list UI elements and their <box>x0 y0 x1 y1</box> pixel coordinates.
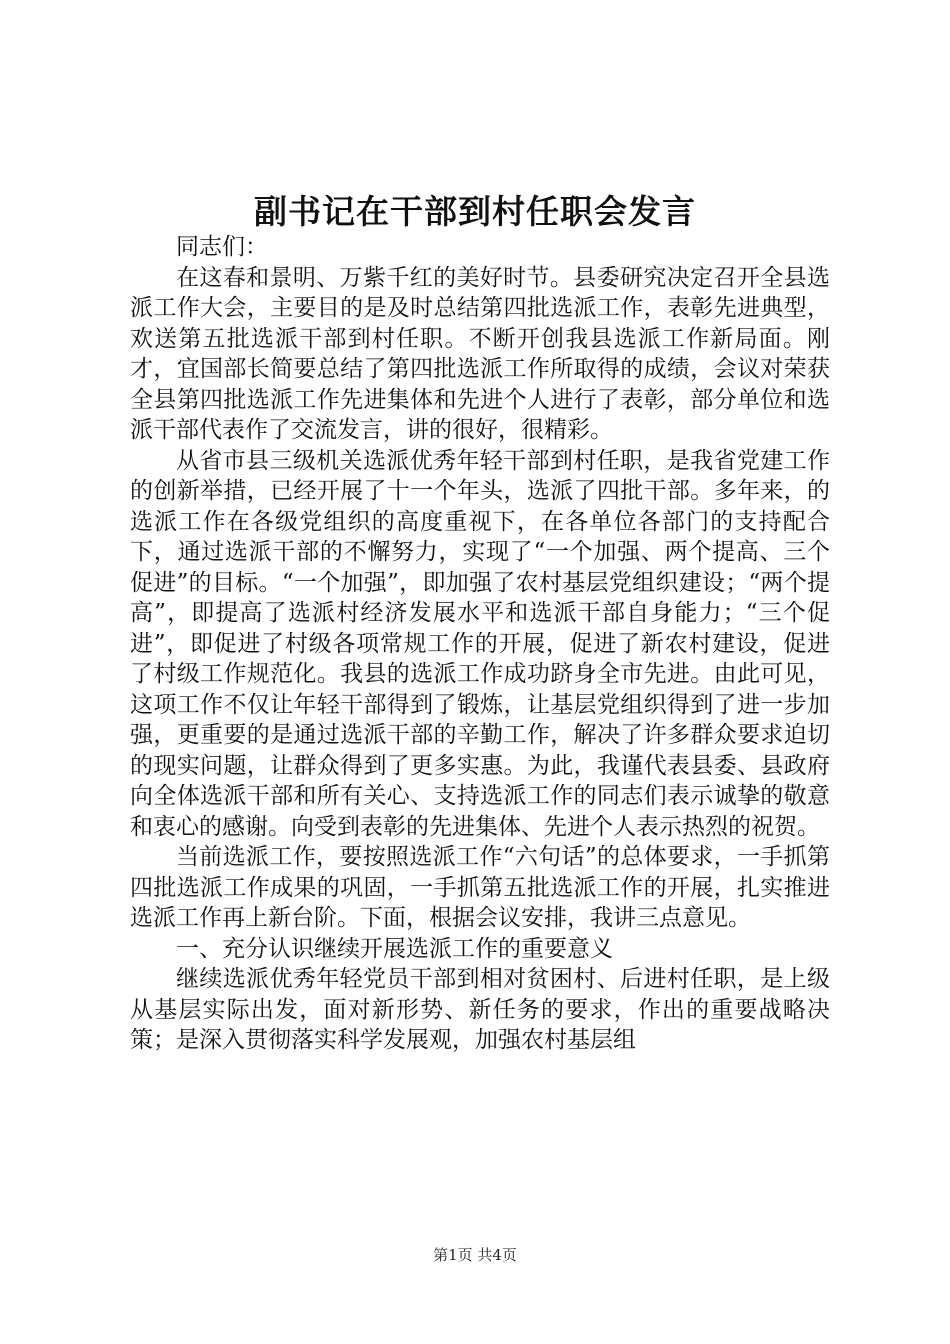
paragraph-4: 继续选派优秀年轻党员干部到相对贫困村、后进村任职，是上级从基层实际出发，面对新形势、新任务的要求，作出的重要战略决策；是深入贯彻落实科学发展观，加强农村基层组 <box>130 966 830 1053</box>
section-heading-1: 一、充分认识继续开展选派工作的重要意义 <box>176 935 613 962</box>
paragraph-2: 从省市县三级机关选派优秀年轻干部到村任职，是我省党建工作的创新举措，已经开展了十一个年头，选派了四批干部。多年来，的选派工作在各级党组织的高度重视下，在各单位各部门的支持配合下，通过选派干部的不懈努力，实现了“一个加强、两个提高、三个促进”的目标。“一个加强”，即加强了农村基层党组织建设；“两个提高”，即提高了选派村经济发展水平和选派干部自身能力；“三个促进”，即促进了村级各项常规工作的开展，促进了新农村建设，促进了村级工作规范化。我县的选派工作成功跻身全市先进。由此可见，这项工作不仅让年轻干部得到了锻炼，让基层党组织得到了进一步加强，更重要的是通过选派干部的辛勤工作，解决了许多群众要求迫切的现实问题，让群众得到了更多实惠。为此，我谨代表县委、县政府向全体选派干部和所有关心、支持选派工作的同志们表示诚挚的敬意和衷心的感谢。向受到表彰的先进集体、先进个人表示热烈的祝贺。 <box>130 447 830 840</box>
salutation: 同志们： <box>176 234 268 260</box>
paragraph-3: 当前选派工作，要按照选派工作“六句话”的总体要求，一手抓第四批选派工作成果的巩固，一手抓第五批选派工作的开展，扎实推进选派工作再上新台阶。下面，根据会议安排，我讲三点意见。 <box>130 844 830 931</box>
document-body <box>130 232 830 1056</box>
page-number: 第1页 共4页 <box>433 1246 517 1264</box>
document-title: 副书记在干部到村任职会发言 <box>254 192 696 231</box>
paragraph-1: 在这春和景明、万紫千红的美好时节。县委研究决定召开全县选派工作大会，主要目的是及时总结第四批选派工作，表彰先进典型，欢送第五批选派干部到村任职。不断开创我县选派工作新局面。刚才，宜国部长简要总结了第四批选派工作所取得的成绩，会议对荣获全县第四批选派工作先进集体和先进个人进行了表彰，部分单位和选派干部代表作了交流发言，讲的很好，很精彩。 <box>130 264 830 443</box>
